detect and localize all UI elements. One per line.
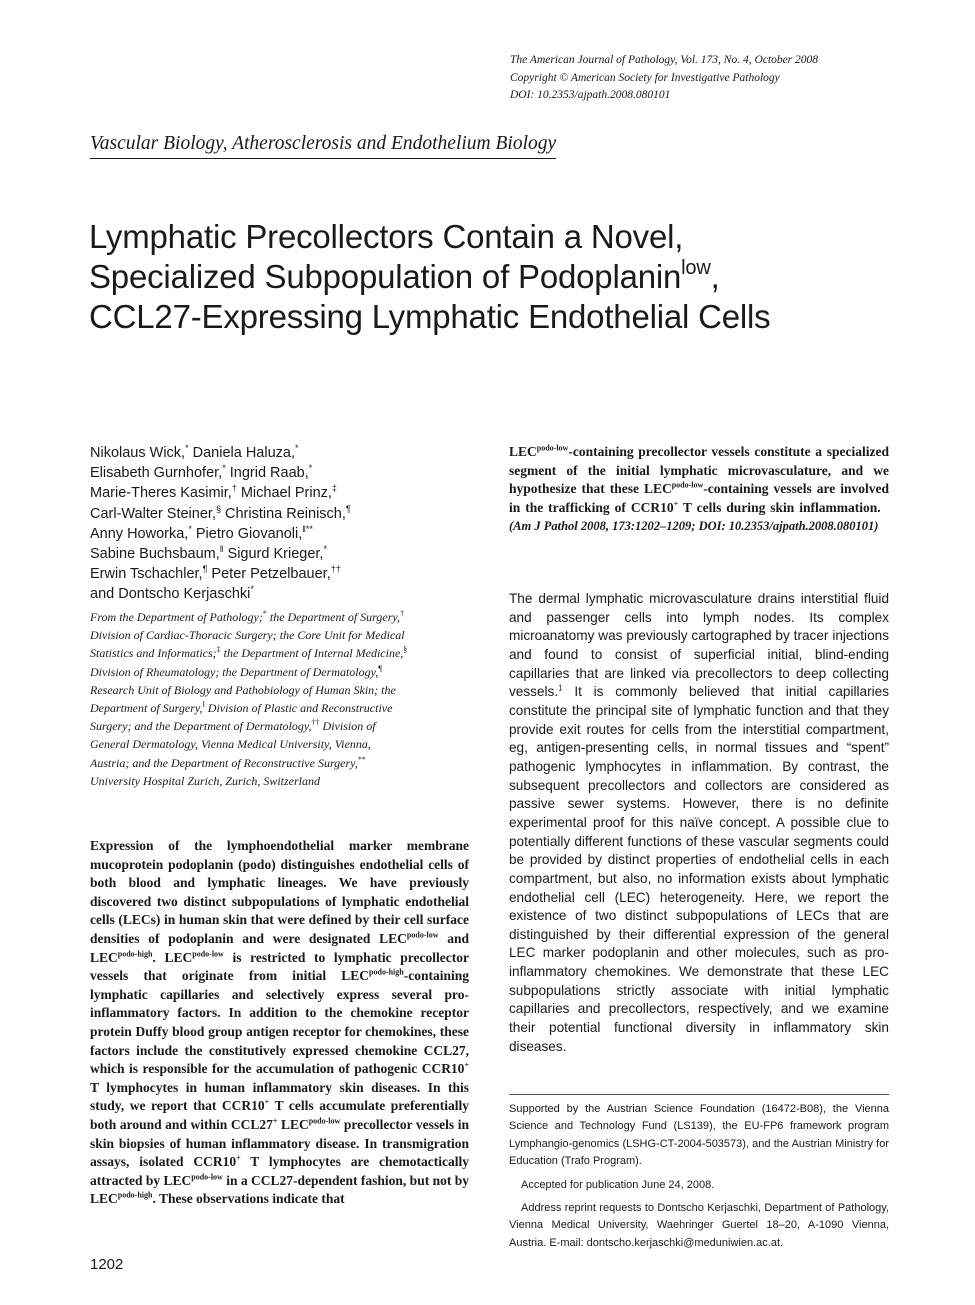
author-line: Sabine Buchsbaum,‖ Sigurd Krieger,* (90, 544, 327, 563)
author-line: Erwin Tschachler,¶ Peter Petzelbauer,†† (90, 564, 341, 583)
title-line-3: CCL27-Expressing Lymphatic Endothelial Cells (89, 298, 771, 335)
abstract-part-2: $LEC^{podo-low}$-containing precollector vessels constitute a specialized segment of the initial lymphatic microvasculature, and we hypothesize that these $LEC^{podo-low}$-containing vessels are involved in the trafficking of CCR10+ T cells during skin inflammation. (Am J Pathol 2008, 173:1202–1209; DOI: 10.2353/ajpath.2008.080101) (509, 443, 889, 534)
author-list (90, 443, 480, 605)
article-title (89, 217, 889, 337)
affiliation-line: General Dermatology, Vienna Medical University, Vienna, (90, 737, 371, 752)
affiliation-line: Division of Cardiac-Thoracic Surgery; the Core Unit for Medical (90, 628, 405, 643)
introduction-paragraph: The dermal lymphatic microvasculature drains interstitial fluid and passenger cells into lymph nodes. Its complex microanatomy was previously cartographed by tracer injections and found to consist of superficial initial, blind-ending capillaries that are linked via precollectors to deep collecting vessels.$^1$ It is commonly believed that initial capillaries constitute the principal site of lymphatic function and that they provide exit routes for cells from the interstitial compartment, eg, antigen-presenting cells, in normal tissues and “spent” pathogenic lymphocytes in inflammation. By contrast, the subsequent precollectors and collectors are considered as passive sewer systems. However, there is no definite experimental proof for this naïve concept. A possible clue to potentially different functions of these vascular segments could be provided by distinct properties of endothelial cells in each compartment, but also, no information exists about lymphatic endothelial cell (LEC) heterogeneity. Here, we report the existence of two distinct subpopulations of LECs that are distinguished by their differential expression of the general LEC marker podoplanin and other molecules, such as pro-inflammatory chemokines. We demonstrate that these LEC subpopulations strictly associate with initial lymphatic capillaries and precollectors, respectively, and we examine their potential functional diversity in inflammatory skin diseases. (509, 591, 889, 1054)
affiliation-line: Department of Surgery,‖ Division of Plastic and Reconstructive (90, 700, 393, 716)
journal-citation: The American Journal of Pathology, Vol. 173, No. 4, October 2008 (510, 54, 819, 66)
affiliation-line: Research Unit of Biology and Pathobiology of Human Skin; the (90, 682, 396, 697)
reference-1: 1 (558, 683, 563, 693)
affiliation-line: From the Department of Pathology;* the Department of Surgery,† (90, 609, 405, 624)
reprint-address: Address reprint requests to Dontscho Kerjaschki, Department of Pathology, Vienna Medical University, Waehringer Guertel 18–20, A-1090 Vienna, Austria. E-mail: dontscho.kerjaschki@meduniwien.ac.at. (509, 1202, 889, 1249)
author-line: Marie-Theres Kasimir,† Michael Prinz,‡ (90, 483, 337, 502)
abstract-part-1: Expression of the lymphoendothelial marker membrane mucoprotein podoplanin (podo) distinguishes endothelial cells of both blood and lymphatic lineages. We have previously discovered two distinct subpopulations of lymphatic endothelial cells (LECs) in human skin that were defined by their cell surface densities of podoplanin and were designated $LEC^{podo-low}$ and $LEC^{podo-high}$. $LEC^{podo-low}$ is restricted to lymphatic precollector vessels that originate from initial $LEC^{podo-high}$-containing lymphatic capillaries and selectively express several pro-inflammatory factors. In addition to the chemokine receptor protein Duffy blood group antigen receptor for chemokines, these factors include the constitutively expressed chemokine CCL27, which is responsible for the accumulation of pathogenic CCR10+ T lymphocytes in human inflammatory skin diseases. In this study, we report that CCR10+ T cells accumulate preferentially both around and within CCL27+ $LEC^{podo-low}$ precollector vessels in skin biopsies of human inflammatory disease. In transmigration assays, isolated CCR10+ T lymphocytes are chemotactically attracted by $LEC^{podo-low}$ in a CCL27-dependent fashion, but not by $LEC^{podo-high}$. These observations indicate that (90, 838, 470, 1207)
page-number: 1202 (90, 1256, 124, 1273)
affiliation-line: University Hospital Zurich, Zurich, Switzerland (90, 773, 321, 788)
title-line-2-text: Specialized Subpopulation of Podoplanin (89, 258, 682, 295)
author-line: and Dontscho Kerjaschki* (90, 584, 254, 603)
affiliation-line: Austria; and the Department of Reconstructive Surgery,** (90, 754, 366, 770)
journal-copyright: Copyright © American Society for Investigative Pathology (510, 71, 780, 84)
abstract-citation: (Am J Pathol 2008, 173:1202–1209; DOI: 10.2353/ajpath.2008.080101) (509, 519, 879, 534)
affiliation-line: Division of Rheumatology; the Department of Dermatology,¶ (90, 663, 382, 679)
affiliation-line: Surgery; and the Department of Dermatology,†† Division of (90, 718, 376, 734)
title-line-2-end: , (710, 258, 720, 295)
footnote-divider (509, 1094, 889, 1095)
author-line: Carl-Walter Steiner,§ Christina Reinisch,¶ (90, 503, 351, 522)
affiliation-line: Statistics and Informatics;‡ the Department of Internal Medicine,§ (90, 645, 408, 661)
author-line: Nikolaus Wick,* Daniela Haluza,* (90, 443, 299, 461)
section-heading: Vascular Biology, Atherosclerosis and Endothelium Biology (90, 131, 556, 159)
journal-doi: DOI: 10.2353/ajpath.2008.080101 (510, 89, 671, 101)
title-superscript: low (681, 257, 711, 279)
title-line-1: Lymphatic Precollectors Contain a Novel, (89, 218, 684, 255)
funding-note: Supported by the Austrian Science Foundation (16472-B08), the Vienna Science and Technology Fund (LS139), the EU-FP6 framework program Lymphangio-genomics (LSHG-CT-2004-503573), and the Austrian Ministry for Education (Trafo Program). (509, 1103, 889, 1168)
title-line-2 (89, 257, 889, 297)
author-line: Elisabeth Gurnhofer,* Ingrid Raab,* (90, 463, 313, 482)
affiliations (90, 608, 470, 790)
accepted-note: Accepted for publication June 24, 2008. (521, 1178, 715, 1191)
author-line: Anny Howorka,* Pietro Giovanoli,‖** (90, 523, 313, 542)
footnotes (509, 1101, 889, 1258)
journal-info (510, 52, 950, 105)
